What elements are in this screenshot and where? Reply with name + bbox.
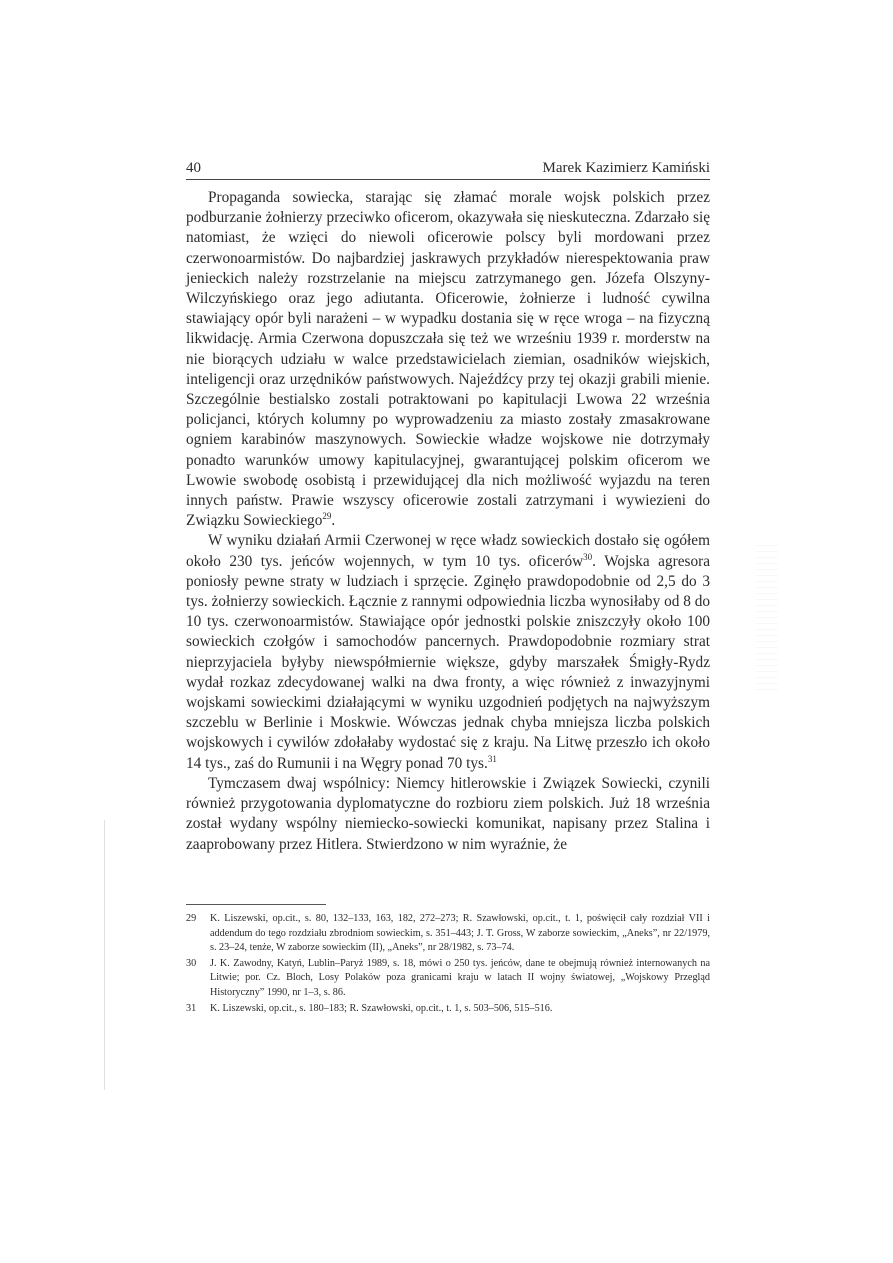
- footnote-text: K. Liszewski, op.cit., s. 180–183; R. Szawłowski, op.cit., t. 1, s. 503–506, 515–516.: [210, 1002, 553, 1014]
- scan-margin-line: [104, 820, 105, 1090]
- main-text: [186, 188, 710, 855]
- running-header: [186, 158, 710, 182]
- paragraph-3: Tymczasem dwaj wspólnicy: Niemcy hitlerowskie i Związek Sowiecki, czynili również przygotowania dyplomatyczne do rozbioru ziem polskich. Już 18 września został wydany wspólny niemiecko-sowiecki komunikat, napisany przez Stalina i zaaprobowany przez Hitlera. Stwierdzono w nim wyraźnie, że: [186, 774, 710, 853]
- footnote-ref-29[interactable]: 29: [322, 511, 332, 522]
- footnote-31: [186, 1002, 710, 1017]
- footnote-number: 30: [186, 957, 197, 969]
- footnote-29: [186, 912, 710, 956]
- footnote-text: K. Liszewski, op.cit., s. 80, 132–133, 163, 182, 272–273; R. Szawłowski, op.cit., t. 1, poświęcił cały rozdział VII i addendum do tego rozdziału zbrodniom sowieckim, s. 351–443; J. T. Gross, W zaborze sowieckim, „Aneks”, nr 22/1979, s. 23–24, tenże, W zaborze sowieckim (II), „Aneks”, nr 28/1982, s. 73–74.: [210, 913, 710, 954]
- paragraph-1: Propaganda sowiecka, starając się złamać morale wojsk polskich przez podburzanie żołnierzy przeciwko oficerom, okazywała się nieskuteczna. Zdarzało się natomiast, że wzięci do niewoli oficerowie polscy byli mordowani przez czerwonoarmistów. Do najbardziej jaskrawych przykładów nierespektowania praw jenieckich należy rozstrzelanie na miejscu zatrzymanego gen. Józefa Olszyny-Wilczyńskiego oraz jego adiutanta. Oficerowie, żołnierze i ludność cywilna stawiający opór byli narażeni – w wypadku dostania się w ręce wroga – na fizyczną likwidację. Armia Czerwona dopuszczała się też we wrześniu 1939 r. morderstw na nie biorących udziału w walce przedstawicielach ziemian, osadników wiejskich, inteligencji oraz urzędników państwowych. Najeźdźcy przy tej okazji grabili mienie. Szczególnie bestialsko zostali potraktowani po kapitulacji Lwowa 22 września policjanci, których kolumny po wyprowadzeniu za miasto zostały zmasakrowane ogniem karabinów maszynowych. Sowieckie władze wojskowe nie dotrzymały ponadto warunków umowy kapitulacyjnej, gwarantującej polskim oficerom we Lwowie swobodę osobistą i przewidującej dla nich możliwość wyjazdu na teren innych państw. Prawie wszyscy oficerowie zostali zatrzymani i wywiezieni do Związku Sowieckiego$^{29}$.: [186, 189, 710, 530]
- page-number: 40: [186, 160, 201, 176]
- footnote-number: 31: [186, 1002, 197, 1014]
- running-author: Marek Kazimierz Kamiński: [542, 160, 710, 176]
- footnote-rule: [186, 904, 326, 905]
- footnote-number: 29: [186, 913, 197, 924]
- footnote-30: [186, 957, 710, 1001]
- footnote-ref-30[interactable]: 30: [583, 551, 593, 562]
- footnote-text: J. K. Zawodny, Katyń, Lublin–Paryż 1989, s. 18, mówi o 250 tys. jeńców, dane te obejmują również internowanych na Litwie; por. Cz. Bloch, Losy Polaków poza granicami kraju w latach II wojny światowej, „Wojskowy Przegląd Historyczny” 1990, nr 1–3, s. 86.: [210, 957, 710, 998]
- paragraph-2: W wyniku działań Armii Czerwonej w ręce władz sowieckich dostało się ogółem około 230 tys. jeńców wojennych, w tym 10 tys. oficerów$^{30}$. Wojska agresora poniosły pewne straty w ludziach i sprzęcie. Zginęło prawdopodobnie od 2,5 do 3 tys. żołnierzy sowieckich. Łącznie z rannymi odpowiednia liczba wynosiłaby od 8 do 10 tys. czerwonoarmistów. Stawiające opór jednostki polskie zniszczyły około 100 sowieckich czołgów i samochodów pancernych. Prawdopodobnie rozmiary strat nieprzyjaciela byłyby niewspółmiernie większe, gdyby marszałek Śmigły-Rydz wydał rozkaz zdecydowanej walki na dwa fronty, a więc również z inwazyjnymi wojskami sowieckimi działającymi w wyniku uzgodnień podjętych na najwyższym szczeblu w Berlinie i Moskwie. Wówczas jednak chyba mniejsza liczba polskich wojskowych i cywilów zdołałaby wydostać się z kraju. Na Litwę przeszło ich około 14 tys., zaś do Rumunii i na Węgry ponad 70 tys.$^{31}$: [186, 532, 710, 772]
- footnotes: [186, 912, 710, 1017]
- scan-artifact: [756, 545, 778, 695]
- footnote-ref-31[interactable]: 31: [487, 753, 497, 764]
- header-rule: [186, 179, 710, 180]
